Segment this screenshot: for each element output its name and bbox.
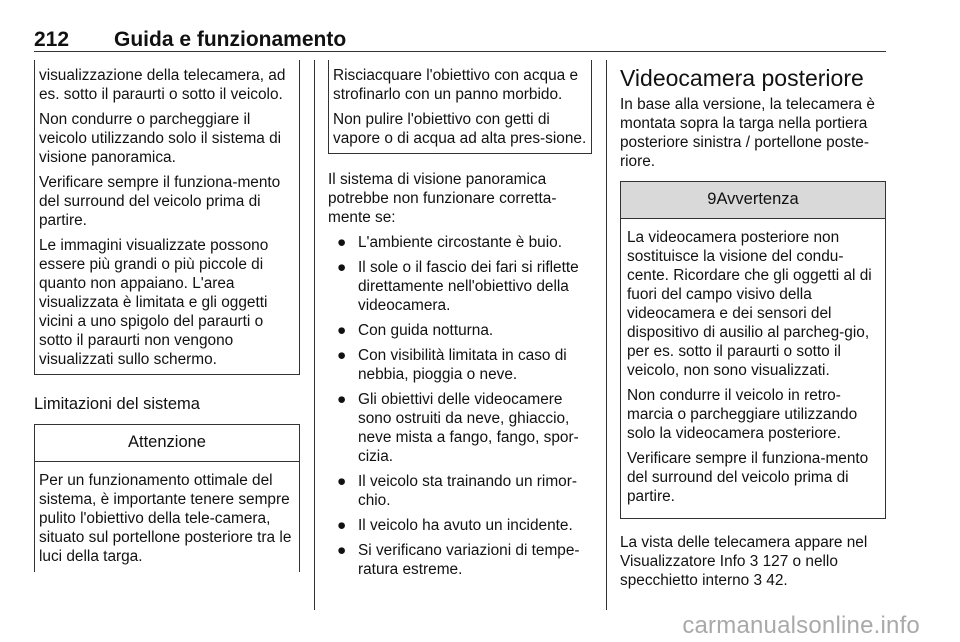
bullet-icon: ● bbox=[337, 347, 347, 364]
paragraph: Le immagini visualizzate possono essere più grandi o più piccole di quanto non appaiano. L'area visualizzata è limitata e gli oggetti vicini a uno spigolo del paraurti o sotto il paraurti non vengono visualizzati sullo schermo. bbox=[39, 237, 269, 368]
list-item: ● Il veicolo ha avuto un incidente. bbox=[337, 517, 573, 534]
warning-header bbox=[621, 182, 885, 219]
paragraph: Non pulire l'obiettivo con getti di vapore o di acqua ad alta pres-sione. bbox=[333, 111, 587, 147]
column-3 bbox=[620, 60, 886, 590]
bullet-icon: ● bbox=[337, 259, 347, 276]
attention-title: Attenzione bbox=[35, 425, 299, 462]
paragraph: Non condurre il veicolo in retro-marcia o parcheggiare utilizzando solo la videocamera posteriore. bbox=[627, 387, 858, 442]
attention-box-continued bbox=[328, 60, 592, 154]
page-reference-icon: 3 bbox=[749, 553, 759, 570]
warning-title: Avvertenza bbox=[716, 190, 799, 208]
limitations-list bbox=[328, 233, 592, 579]
column-divider-1 bbox=[314, 60, 315, 610]
page-number: 212 bbox=[34, 28, 70, 51]
warning-icon: 9 bbox=[707, 190, 717, 208]
paragraph: Il sistema di visione panoramica potrebbe non funzionare corretta-mente se: bbox=[328, 171, 557, 226]
paragraph: Verificare sempre il funziona-mento del surround del veicolo prima di partire. bbox=[39, 174, 281, 229]
attention-box bbox=[34, 424, 300, 572]
watermark: carmanualsonline.info bbox=[682, 612, 920, 639]
column-2 bbox=[328, 60, 592, 585]
list-item: ● Con visibilità limitata in caso di nebbia, pioggia o neve. bbox=[337, 347, 567, 383]
bullet-icon: ● bbox=[337, 542, 347, 559]
paragraph: visualizzazione della telecamera, ad es. sotto il paraurti o sotto il veicolo. bbox=[39, 67, 286, 103]
column-divider-2 bbox=[606, 60, 607, 610]
warning-body bbox=[621, 219, 885, 518]
list-item: ● Gli obiettivi delle videocamere sono ostruiti da neve, ghiaccio, neve mista a fango, fango, spor-cizia. bbox=[337, 391, 579, 465]
paragraph: Verificare sempre il funziona-mento del surround del veicolo prima di partire. bbox=[627, 450, 869, 505]
column-1 bbox=[34, 60, 300, 572]
page-reference-icon: 3 bbox=[753, 572, 763, 589]
list-item: ● Il veicolo sta trainando un rimor-chio. bbox=[337, 473, 577, 509]
list-item: ● L'ambiente circostante è buio. bbox=[337, 234, 562, 251]
page-title: Guida e funzionamento bbox=[114, 28, 347, 51]
header-rule bbox=[34, 51, 886, 52]
paragraph: La videocamera posteriore non sostituisce la visione del condu-cente. Ricordare che gli oggetti al di fuori del campo visivo della videocamera e dei sensori del dispositivo di ausilio al parcheg-gio, per es. sotto il paraurti o sotto il veicolo, non sono visualizzati. bbox=[627, 229, 872, 379]
attention-body bbox=[35, 462, 299, 572]
bullet-icon: ● bbox=[337, 391, 347, 408]
continued-warning-box bbox=[34, 60, 300, 375]
list-item: ● Il sole o il fascio dei fari si riflette direttamente nell'obiettivo della videocamera. bbox=[337, 259, 579, 314]
warning-box bbox=[620, 181, 886, 519]
paragraph: Risciacquare l'obiettivo con acqua e strofinarlo con un panno morbido. bbox=[333, 67, 579, 103]
section-subheading: Limitazioni del sistema bbox=[34, 395, 200, 413]
list-item: ● Con guida notturna. bbox=[337, 322, 494, 339]
paragraph: Per un funzionamento ottimale del sistema, è importante tenere sempre pulito l'obiettivo della tele-camera, situato sul portellone posteriore tra le luci della targa. bbox=[39, 472, 292, 565]
paragraph: In base alla versione, la telecamera è montata sopra la targa nella portiera posteriore sinistra / portellone poste-riore. bbox=[620, 96, 875, 170]
bullet-icon: ● bbox=[337, 234, 347, 251]
bullet-icon: ● bbox=[337, 473, 347, 490]
list-item: ● Si verificano variazioni di tempe-ratura estreme. bbox=[337, 542, 580, 578]
bullet-icon: ● bbox=[337, 517, 347, 534]
paragraph: Non condurre o parcheggiare il veicolo utilizzando solo il sistema di visione panoramica. bbox=[39, 111, 282, 166]
bullet-icon: ● bbox=[337, 322, 347, 339]
paragraph: La vista delle telecamera appare nel Visualizzatore Info 3 127 o nello specchietto interno 3 42. bbox=[620, 534, 868, 589]
section-heading: Videocamera posteriore bbox=[620, 65, 864, 91]
